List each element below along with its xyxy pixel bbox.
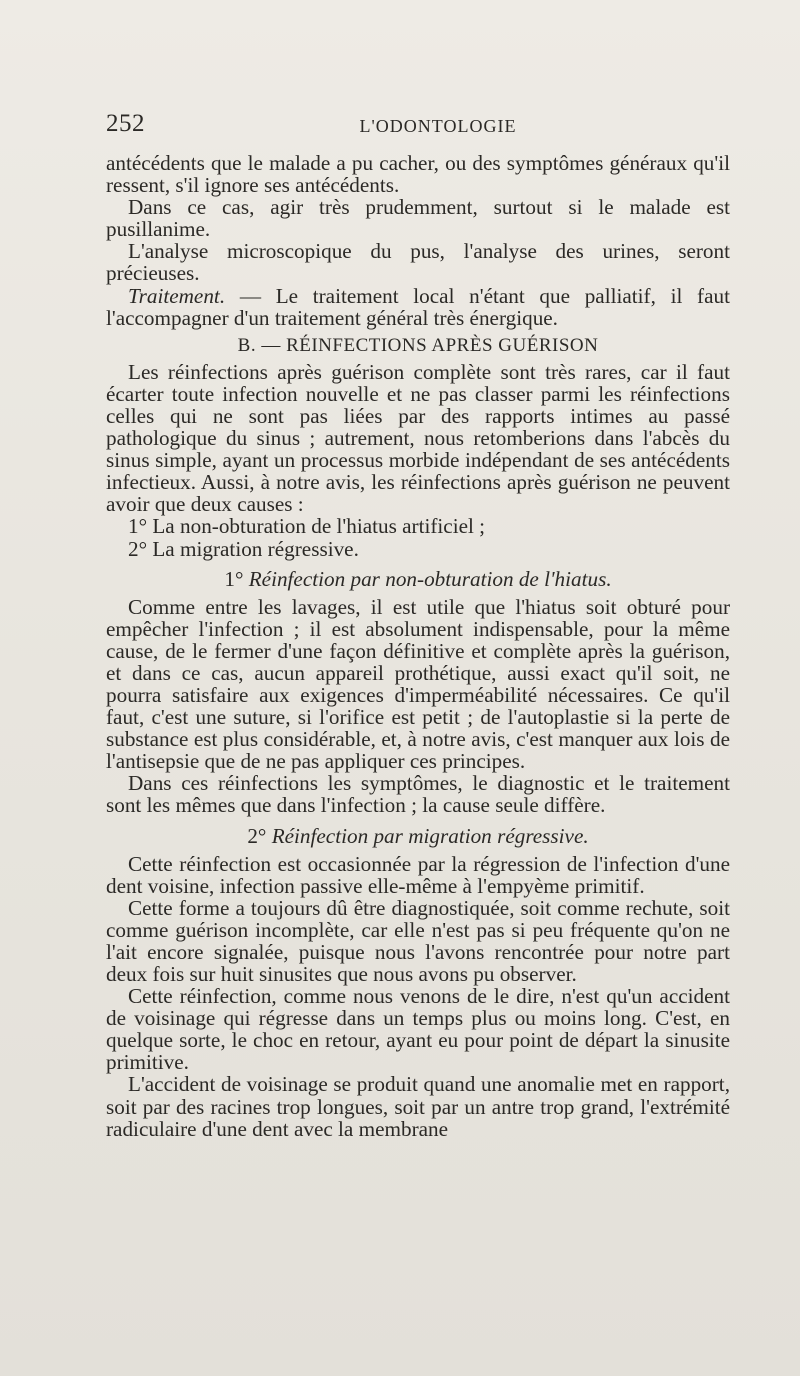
paragraph: L'analyse microscopique du pus, l'analyse des urines, seront précieuses. [106,239,730,286]
traitement-label: Traitement. [128,283,226,308]
subsection-title: Réinfection par non-obturation de l'hiatus. [248,566,612,591]
subsection-heading [106,568,730,590]
paragraph: Dans ce cas, agir très prudemment, surtout si le malade est pusillanime. [106,195,730,242]
list-item: 1° La non-obturation de l'hiatus artificiel ; [128,514,486,539]
paragraph: Dans ces réinfections les symptômes, le diagnostic et le traitement sont les mêmes que dans l'infection ; la cause seule diffère. [106,771,730,818]
paragraph: Les réinfections après guérison complète sont très rares, car il faut écarter toute infection nouvelle et ne pas classer parmi les réinfections celles qui ne sont pas liées par des rapports intimes au passé pathologique du sinus ; autrement, nous retomberions dans l'abcès du sinus simple, ayant un processus morbide indépendant de ses antécédents infectieux. Aussi, à notre avis, les réinfections après guérison ne peuvent avoir que deux causes : [106,359,730,517]
list-item: 2° La migration régressive. [128,536,359,561]
subsection-number: 2° [247,823,267,848]
paragraph-traitement [106,285,730,329]
subsection-heading [106,825,730,847]
paragraph: Cette forme a toujours dû être diagnostiquée, soit comme rechute, soit comme guérison incomplète, car elle n'est pas si peu fréquente qu'on ne l'ait encore signalée, puisque nous l'avons rencontrée pour notre part deux fois sur huit sinusites que nous avons pu observer. [106,895,730,986]
paragraph: L'accident de voisinage se produit quand une anomalie met en rapport, soit par des racines trop longues, soit par un antre trop grand, l'extrémité radiculaire d'une dent avec la membrane [106,1072,730,1141]
paragraph: Cette réinfection, comme nous venons de le dire, n'est qu'un accident de voisinage qui régresse dans un temps plus ou moins long. C'est, en quelque sorte, le choc en retour, ayant eu pour point de départ la sinusite primitive. [106,984,730,1075]
page-number: 252 [106,110,145,137]
running-title: L'ODONTOLOGIE [359,116,517,136]
paragraph: Comme entre les lavages, il est utile que l'hiatus soit obturé pour empêcher l'infection ; il est absolument indispensable, pour la même cause, de le fermer d'une façon définitive et complète après la guérison, et dans ce cas, aucun appareil prothétique, aussi exact qu'il soit, ne pourra satisfaire aux exigences d'imperméabilité nécessaires. Ce qu'il faut, c'est une suture, si l'orifice est petit ; de l'autoplastie si la perte de substance est plus considérable, et, à notre avis, c'est manquer aux lois de l'antisepsie que de ne pas appliquer ces principes. [106,594,730,774]
subsection-title: Réinfection par migration régressive. [271,823,589,848]
paragraph: Cette réinfection est occasionnée par la régression de l'infection d'une dent voisine, infection passive elle-même à l'empyème primitif. [106,851,730,898]
page-header [106,110,730,142]
page-body [106,152,730,1140]
paragraph-continued: antécédents que le malade a pu cacher, ou des symptômes généraux qu'il ressent, s'il ignore ses antécédents. [106,151,730,198]
subsection-number: 1° [224,566,244,591]
section-heading: B. — RÉINFECTIONS APRÈS GUÉRISON [237,334,599,356]
traitement-text: — Le traitement local n'étant que palliatif, il faut l'accompagner d'un traitement général très énergique. [106,283,730,330]
